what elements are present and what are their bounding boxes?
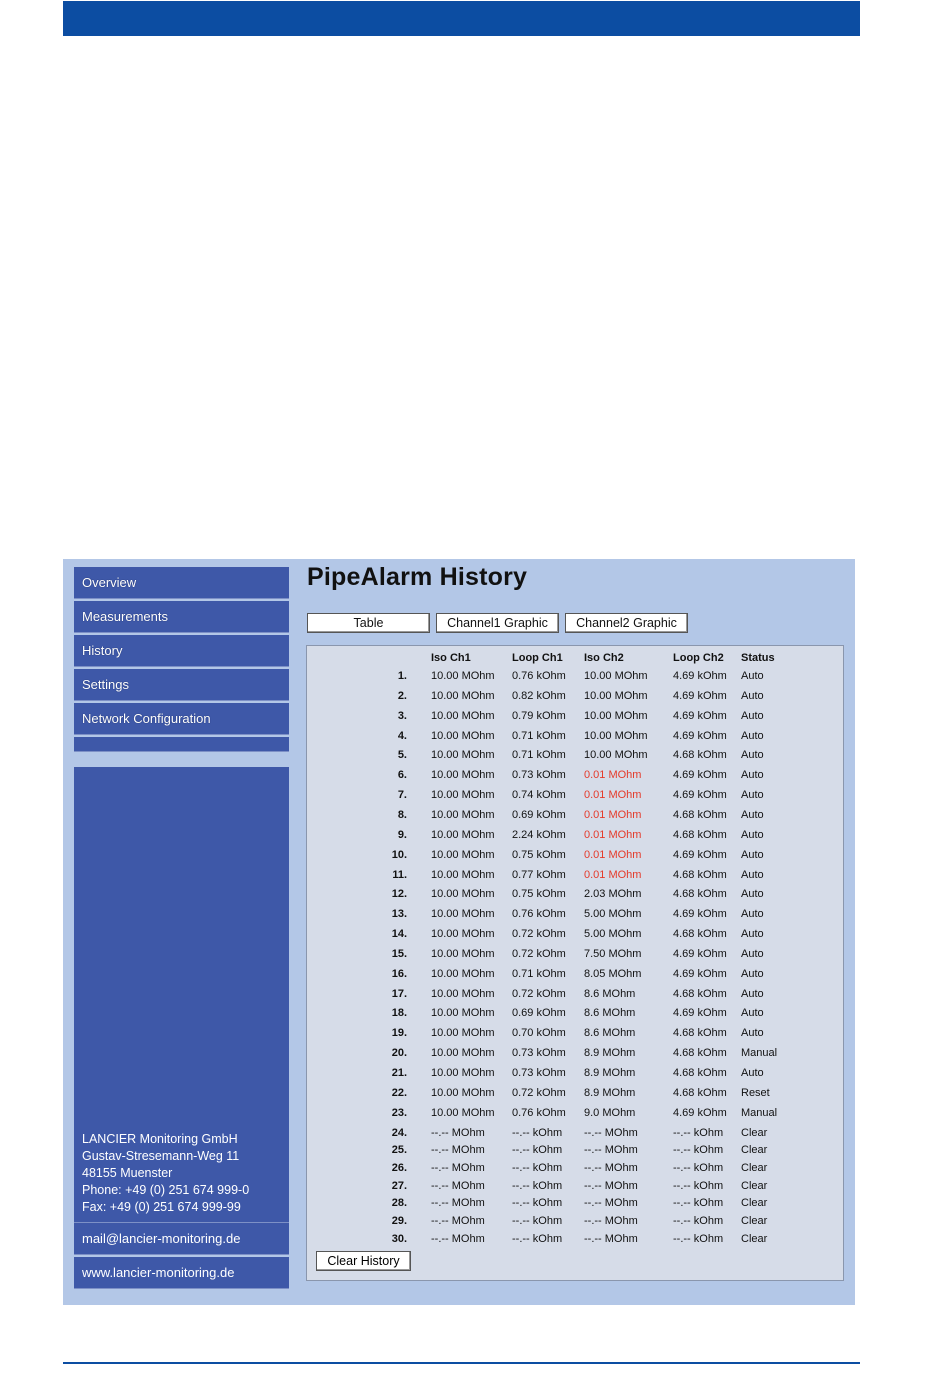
cell-iso1: 10.00 MOhm — [431, 888, 495, 901]
cell-loop2: 4.68 kOhm — [673, 888, 727, 901]
cell-loop2: 4.68 kOhm — [673, 987, 727, 1000]
table-row — [307, 1067, 843, 1085]
cell-iso2: --.-- MOhm — [584, 1232, 638, 1245]
cell-loop2: 4.69 kOhm — [673, 848, 727, 861]
cell-status: Auto — [741, 1067, 764, 1079]
cell-iso1: 10.00 MOhm — [431, 868, 495, 881]
cell-status: Auto — [741, 848, 764, 861]
table-row — [307, 769, 843, 787]
cell-status: Auto — [741, 789, 764, 802]
cell-iso2: 0.01 MOhm — [584, 769, 642, 782]
cell-iso2: 8.6 MOhm — [584, 987, 636, 1000]
header-iso-ch2: Iso Ch2 — [584, 652, 624, 664]
cell-status: Auto — [741, 1007, 764, 1020]
header-loop-ch2: Loop Ch2 — [673, 652, 724, 664]
cell-status: Manual — [741, 1106, 778, 1119]
cell-n: 10. — [391, 848, 407, 861]
cell-loop2: 4.68 kOhm — [673, 868, 727, 881]
cell-n: 21. — [391, 1067, 407, 1079]
cell-loop2: 4.69 kOhm — [673, 908, 727, 921]
web-interface-screenshot — [63, 559, 855, 1305]
cell-loop2: 4.69 kOhm — [673, 967, 727, 980]
cell-n: 11. — [392, 868, 407, 881]
cell-loop1: 0.76 kOhm — [512, 670, 566, 682]
cell-status: Auto — [741, 769, 764, 782]
table-row — [307, 829, 843, 847]
cell-n: 17. — [391, 987, 407, 1000]
cell-iso2: 2.03 MOhm — [584, 888, 642, 901]
cell-loop2: 4.69 kOhm — [673, 789, 727, 802]
cell-loop1: --.-- kOhm — [512, 1232, 563, 1245]
cell-n: 19. — [391, 1027, 407, 1040]
cell-status: Clear — [741, 1161, 768, 1174]
table-row — [307, 690, 843, 708]
table-row — [307, 749, 843, 767]
cell-loop2: 4.69 kOhm — [673, 709, 727, 722]
cell-iso1: 10.00 MOhm — [431, 1027, 495, 1040]
cell-iso2: --.-- MOhm — [584, 1144, 638, 1157]
table-row — [307, 1197, 843, 1215]
cell-iso1: 10.00 MOhm — [431, 769, 495, 782]
cell-loop1: 0.73 kOhm — [512, 769, 566, 782]
table-row — [307, 968, 843, 986]
cell-iso1: 10.00 MOhm — [431, 1067, 495, 1079]
cell-status: Auto — [741, 967, 764, 980]
header-status: Status — [741, 652, 775, 664]
cell-loop1: 0.77 kOhm — [512, 868, 566, 881]
table-row — [307, 789, 843, 807]
cell-iso2: 8.05 MOhm — [584, 967, 642, 980]
cell-loop2: 4.68 kOhm — [673, 1086, 727, 1099]
cell-iso2: 8.6 MOhm — [584, 1007, 636, 1020]
cell-status: Auto — [741, 689, 764, 702]
cell-iso2: 10.00 MOhm — [584, 689, 648, 702]
company-info — [82, 1131, 249, 1216]
cell-iso2: --.-- MOhm — [584, 1215, 638, 1228]
cell-loop1: 0.75 kOhm — [512, 888, 566, 901]
cell-n: 8. — [397, 808, 407, 821]
cell-status: Auto — [741, 928, 764, 941]
cell-loop2: --.-- kOhm — [673, 1144, 724, 1157]
cell-iso1: 10.00 MOhm — [431, 729, 495, 742]
cell-status: Reset — [741, 1086, 770, 1099]
cell-status: Auto — [741, 808, 764, 821]
cell-loop1: 0.73 kOhm — [512, 1047, 566, 1060]
cell-iso2: 0.01 MOhm — [584, 868, 642, 881]
cell-n: 18. — [391, 1007, 407, 1020]
company-city: 48155 Muenster — [82, 1166, 173, 1180]
history-table — [306, 645, 844, 1281]
cell-loop1: --.-- kOhm — [512, 1179, 563, 1192]
document-header-bar — [63, 1, 860, 36]
email-link[interactable]: mail@lancier-monitoring.de — [74, 1223, 289, 1255]
cell-loop1: --.-- kOhm — [512, 1197, 563, 1210]
table-row — [307, 1144, 843, 1162]
cell-loop1: 0.72 kOhm — [512, 947, 566, 960]
cell-status: Clear — [741, 1179, 768, 1192]
header-iso-ch1: Iso Ch1 — [431, 652, 471, 664]
table-row — [307, 1107, 843, 1125]
clear-history-button[interactable]: Clear History — [316, 1251, 411, 1271]
nav-item-network-configuration[interactable]: Network Configuration — [74, 703, 289, 735]
cell-loop2: 4.69 kOhm — [673, 670, 727, 682]
document-footer-line — [63, 1362, 860, 1364]
cell-iso1: 10.00 MOhm — [431, 967, 495, 980]
cell-iso2: 0.01 MOhm — [584, 789, 642, 802]
cell-loop1: 0.79 kOhm — [512, 709, 566, 722]
cell-status: Clear — [741, 1215, 768, 1228]
cell-n: 22. — [391, 1086, 407, 1099]
cell-iso2: 5.00 MOhm — [584, 908, 642, 921]
cell-loop1: 0.72 kOhm — [512, 987, 566, 1000]
cell-loop2: --.-- kOhm — [673, 1126, 724, 1139]
cell-iso1: 10.00 MOhm — [431, 987, 495, 1000]
table-row — [307, 988, 843, 1006]
cell-loop1: 2.24 kOhm — [512, 828, 566, 841]
header-loop-ch1: Loop Ch1 — [512, 652, 563, 664]
table-row — [307, 869, 843, 887]
cell-n: 3. — [397, 709, 407, 722]
cell-loop2: 4.69 kOhm — [673, 947, 727, 960]
cell-n: 25. — [391, 1144, 407, 1157]
cell-loop1: 0.75 kOhm — [512, 848, 566, 861]
cell-iso2: 8.9 MOhm — [584, 1067, 636, 1079]
cell-status: Clear — [741, 1197, 768, 1210]
cell-status: Clear — [741, 1126, 768, 1139]
cell-loop2: 4.69 kOhm — [673, 1106, 727, 1119]
cell-n: 28. — [391, 1197, 407, 1210]
cell-loop1: 0.76 kOhm — [512, 908, 566, 921]
cell-iso2: 8.9 MOhm — [584, 1086, 636, 1099]
cell-n: 7. — [397, 789, 407, 802]
cell-loop2: 4.68 kOhm — [673, 808, 727, 821]
cell-loop2: 4.68 kOhm — [673, 1067, 727, 1079]
cell-iso2: 0.01 MOhm — [584, 808, 642, 821]
cell-status: Auto — [741, 670, 764, 682]
cell-status: Auto — [741, 1027, 764, 1040]
cell-loop2: --.-- kOhm — [673, 1215, 724, 1228]
cell-loop2: 4.68 kOhm — [673, 1027, 727, 1040]
cell-iso1: --.-- MOhm — [431, 1215, 485, 1228]
cell-n: 1. — [397, 670, 407, 682]
cell-n: 4. — [397, 729, 407, 742]
cell-iso2: --.-- MOhm — [584, 1161, 638, 1174]
cell-status: Auto — [741, 828, 764, 841]
cell-iso2: 0.01 MOhm — [584, 828, 642, 841]
cell-iso1: 10.00 MOhm — [431, 1007, 495, 1020]
cell-loop1: --.-- kOhm — [512, 1215, 563, 1228]
cell-iso1: 10.00 MOhm — [431, 947, 495, 960]
cell-loop1: --.-- kOhm — [512, 1144, 563, 1157]
cell-status: Clear — [741, 1144, 768, 1157]
cell-iso1: 10.00 MOhm — [431, 1106, 495, 1119]
cell-loop1: 0.71 kOhm — [512, 729, 566, 742]
cell-n: 15. — [391, 947, 407, 960]
cell-loop2: 4.68 kOhm — [673, 928, 727, 941]
cell-iso1: 10.00 MOhm — [431, 848, 495, 861]
cell-n: 2. — [397, 689, 407, 702]
sidebar-nav — [74, 567, 289, 752]
nav-divider — [74, 737, 289, 752]
cell-iso2: 7.50 MOhm — [584, 947, 642, 960]
table-row — [307, 849, 843, 867]
cell-loop2: --.-- kOhm — [673, 1232, 724, 1245]
cell-loop2: 4.69 kOhm — [673, 769, 727, 782]
cell-loop1: 0.76 kOhm — [512, 1106, 566, 1119]
cell-iso2: 10.00 MOhm — [584, 709, 648, 722]
cell-status: Auto — [741, 947, 764, 960]
cell-n: 16. — [391, 967, 407, 980]
tab-channel1-graphic[interactable]: Channel1 Graphic — [436, 613, 559, 633]
page-title: PipeAlarm History — [307, 563, 528, 591]
cell-iso1: 10.00 MOhm — [431, 808, 495, 821]
cell-loop1: 0.72 kOhm — [512, 1086, 566, 1099]
cell-loop1: 0.69 kOhm — [512, 1007, 566, 1020]
cell-loop1: --.-- kOhm — [512, 1126, 563, 1139]
cell-loop1: 0.71 kOhm — [512, 967, 566, 980]
cell-status: Manual — [741, 1047, 778, 1060]
company-street: Gustav-Stresemann-Weg 11 — [82, 1149, 240, 1163]
cell-iso2: 10.00 MOhm — [584, 749, 648, 762]
company-fax: Fax: +49 (0) 251 674 999-99 — [82, 1200, 241, 1214]
table-row — [307, 1127, 843, 1145]
table-row — [307, 908, 843, 926]
cell-status: Auto — [741, 888, 764, 901]
cell-loop1: 0.82 kOhm — [512, 689, 566, 702]
table-row — [307, 1162, 843, 1180]
table-row — [307, 809, 843, 827]
cell-iso2: --.-- MOhm — [584, 1126, 638, 1139]
cell-n: 13. — [391, 908, 407, 921]
cell-n: 20. — [391, 1047, 407, 1060]
cell-loop2: --.-- kOhm — [673, 1161, 724, 1174]
cell-iso2: 10.00 MOhm — [584, 670, 648, 682]
cell-status: Auto — [741, 729, 764, 742]
cell-n: 29. — [391, 1215, 407, 1228]
cell-loop1: 0.73 kOhm — [512, 1067, 566, 1079]
table-row — [307, 1233, 843, 1251]
cell-iso2: --.-- MOhm — [584, 1197, 638, 1210]
cell-loop2: 4.69 kOhm — [673, 689, 727, 702]
cell-status: Auto — [741, 908, 764, 921]
cell-loop2: --.-- kOhm — [673, 1197, 724, 1210]
table-row — [307, 730, 843, 748]
tab-table[interactable]: Table — [307, 613, 430, 633]
cell-iso1: --.-- MOhm — [431, 1126, 485, 1139]
website-link[interactable]: www.lancier-monitoring.de — [74, 1257, 289, 1289]
nav-item-history[interactable]: History — [74, 635, 289, 667]
cell-n: 23. — [391, 1106, 407, 1119]
cell-iso2: 9.0 MOhm — [584, 1106, 636, 1119]
nav-item-settings[interactable]: Settings — [74, 669, 289, 701]
cell-iso1: 10.00 MOhm — [431, 908, 495, 921]
cell-iso1: 10.00 MOhm — [431, 1047, 495, 1060]
cell-iso2: 0.01 MOhm — [584, 848, 642, 861]
tab-channel2-graphic[interactable]: Channel2 Graphic — [565, 613, 688, 633]
cell-iso1: 10.00 MOhm — [431, 670, 495, 682]
cell-loop1: 0.69 kOhm — [512, 808, 566, 821]
cell-iso1: 10.00 MOhm — [431, 928, 495, 941]
cell-n: 12. — [391, 888, 407, 901]
cell-loop2: --.-- kOhm — [673, 1179, 724, 1192]
table-row — [307, 1047, 843, 1065]
cell-n: 9. — [397, 828, 407, 841]
nav-item-overview[interactable]: Overview — [74, 567, 289, 599]
cell-n: 5. — [397, 749, 407, 762]
cell-status: Auto — [741, 868, 764, 881]
cell-n: 27. — [391, 1179, 407, 1192]
cell-iso1: 10.00 MOhm — [431, 828, 495, 841]
cell-n: 14. — [391, 928, 407, 941]
cell-n: 6. — [397, 769, 407, 782]
table-row — [307, 1215, 843, 1233]
cell-loop2: 4.68 kOhm — [673, 749, 727, 762]
cell-n: 30. — [391, 1232, 407, 1245]
cell-iso2: --.-- MOhm — [584, 1179, 638, 1192]
company-phone: Phone: +49 (0) 251 674 999-0 — [82, 1183, 250, 1197]
cell-loop1: 0.74 kOhm — [512, 789, 566, 802]
cell-iso2: 5.00 MOhm — [584, 928, 642, 941]
cell-loop1: 0.70 kOhm — [512, 1027, 566, 1040]
cell-iso2: 10.00 MOhm — [584, 729, 648, 742]
cell-iso1: --.-- MOhm — [431, 1232, 485, 1245]
cell-loop2: 4.69 kOhm — [673, 1007, 727, 1020]
cell-iso1: 10.00 MOhm — [431, 789, 495, 802]
nav-item-measurements[interactable]: Measurements — [74, 601, 289, 633]
cell-n: 26. — [391, 1161, 407, 1174]
table-row — [307, 710, 843, 728]
table-row — [307, 1027, 843, 1045]
table-row — [307, 888, 843, 906]
cell-iso1: 10.00 MOhm — [431, 689, 495, 702]
cell-iso1: --.-- MOhm — [431, 1161, 485, 1174]
cell-loop1: 0.72 kOhm — [512, 928, 566, 941]
cell-iso1: --.-- MOhm — [431, 1197, 485, 1210]
cell-iso1: 10.00 MOhm — [431, 749, 495, 762]
table-row — [307, 1007, 843, 1025]
cell-status: Auto — [741, 749, 764, 762]
cell-loop1: --.-- kOhm — [512, 1161, 563, 1174]
cell-loop1: 0.71 kOhm — [512, 749, 566, 762]
cell-iso1: 10.00 MOhm — [431, 1086, 495, 1099]
cell-iso1: 10.00 MOhm — [431, 709, 495, 722]
company-panel — [74, 767, 289, 1223]
cell-status: Clear — [741, 1232, 768, 1245]
cell-iso2: 8.9 MOhm — [584, 1047, 636, 1060]
cell-iso1: --.-- MOhm — [431, 1179, 485, 1192]
cell-loop2: 4.68 kOhm — [673, 828, 727, 841]
table-row — [307, 1180, 843, 1198]
company-name: LANCIER Monitoring GmbH — [82, 1132, 238, 1146]
cell-iso2: 8.6 MOhm — [584, 1027, 636, 1040]
table-row — [307, 948, 843, 966]
table-row — [307, 670, 843, 688]
cell-loop2: 4.69 kOhm — [673, 729, 727, 742]
cell-iso1: --.-- MOhm — [431, 1144, 485, 1157]
table-row — [307, 1087, 843, 1105]
cell-n: 24. — [391, 1126, 407, 1139]
cell-loop2: 4.68 kOhm — [673, 1047, 727, 1060]
cell-status: Auto — [741, 709, 764, 722]
cell-status: Auto — [741, 987, 764, 1000]
table-row — [307, 928, 843, 946]
